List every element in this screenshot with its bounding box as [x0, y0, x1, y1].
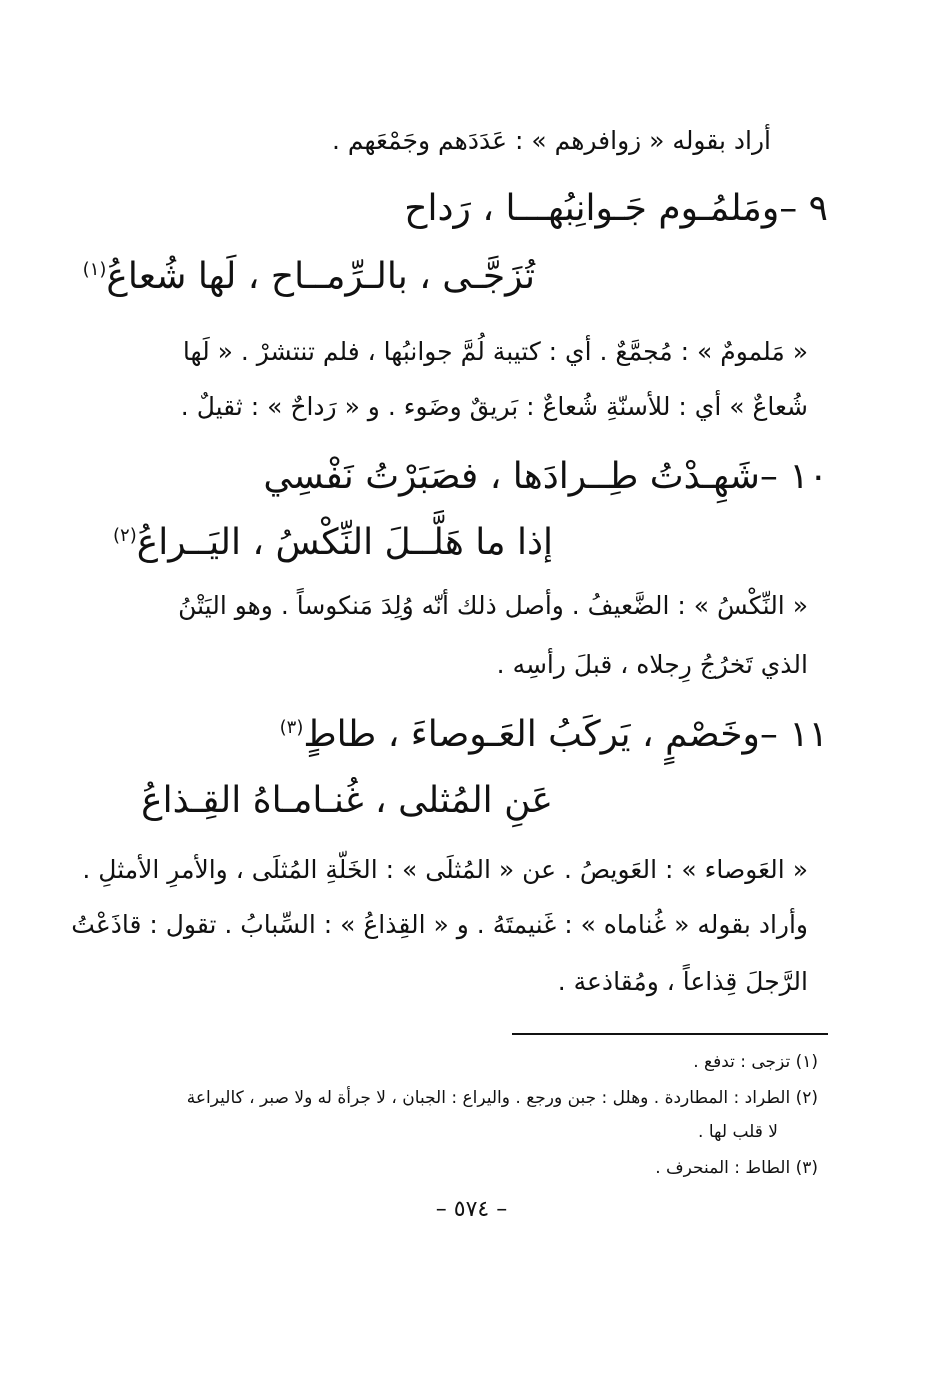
text-line: « مَلمومٌ » : مُجمَّعٌ . أي : كتيبة لُمَّ جوانبُها ، فلم تنتشرْ . « لَها — [182, 337, 808, 366]
verse-line: عَنِ المُثلى ، غُنـامـاهُ القِـذاعُ — [141, 780, 553, 821]
footnote: (١) تزجى : تدفع . — [693, 1052, 818, 1072]
text-line: « العَوصاء » : العَويصُ . عن « المُثلَى » : الخَلّةِ المُثلَى ، والأمرِ الأمثلِ . — [82, 855, 808, 884]
footnote: لا قلب لها . — [698, 1122, 778, 1142]
text-line: أراد بقوله « زوافرهم » : عَدَدَهم وجَمْعَهم . — [331, 126, 771, 155]
footnote-marker: (٢) — [112, 525, 137, 546]
verse-line: تُزَجَّـى ، بالـرِّمــاح ، لَها شُعاعُ$^{(١)}$ — [82, 256, 535, 297]
verse-line: ١١ –وخَصْمٍ ، يَركَبُ العَـوصاءَ ، طاطٍ$^{(٣)}$ — [279, 714, 828, 755]
footnote-divider — [512, 1033, 828, 1035]
footnote-marker: (٣) — [279, 717, 304, 738]
footnote: (٢) الطراد : المطاردة . وهلل : جبن ورجع . واليراع : الجبان ، لا جرأة له ولا صبر ، كاليراعة — [186, 1088, 818, 1108]
page-number: – ٥٧٤ – — [435, 1197, 508, 1222]
text-line: « النِّكْسُ » : الضَّعيفُ . وأصل ذلك أنّه وُلِدَ مَنكوساً . وهو اليَتْنُ — [178, 591, 808, 620]
verse-line: ٩ –ومَلمُـوم جَـوانِبُهـــا ، رَداح — [404, 188, 828, 229]
text-line: الذي تَخرُجُ رِجلاه ، قبلَ رأسِه . — [496, 650, 808, 679]
text-line: شُعاعٌ » أي : للأسنّةِ شُعاعٌ : بَريقٌ وضَوء . و « رَداحٌ » : ثقيلٌ . — [180, 392, 808, 421]
verse-line: ١٠ –شَهِـدْتُ طِــرادَها ، فصَبَرْتُ نَفْسِي — [263, 456, 828, 497]
text-line: الرَّجلَ قِذاعاً ، ومُقاذعة . — [557, 967, 808, 996]
footnote: (٣) الطاط : المنحرف . — [655, 1158, 818, 1178]
text-line: وأراد بقوله « غُناماه » : غَنيمتَهُ . و « القِذاعُ » : السِّبابُ . تقول : قاذَعْتُ — [71, 910, 808, 939]
footnote-marker: (١) — [82, 259, 107, 280]
verse-line: إذا ما هَلَّــلَ النِّكْسُ ، اليَــراعُ$^{(٢)}$ — [112, 522, 553, 563]
